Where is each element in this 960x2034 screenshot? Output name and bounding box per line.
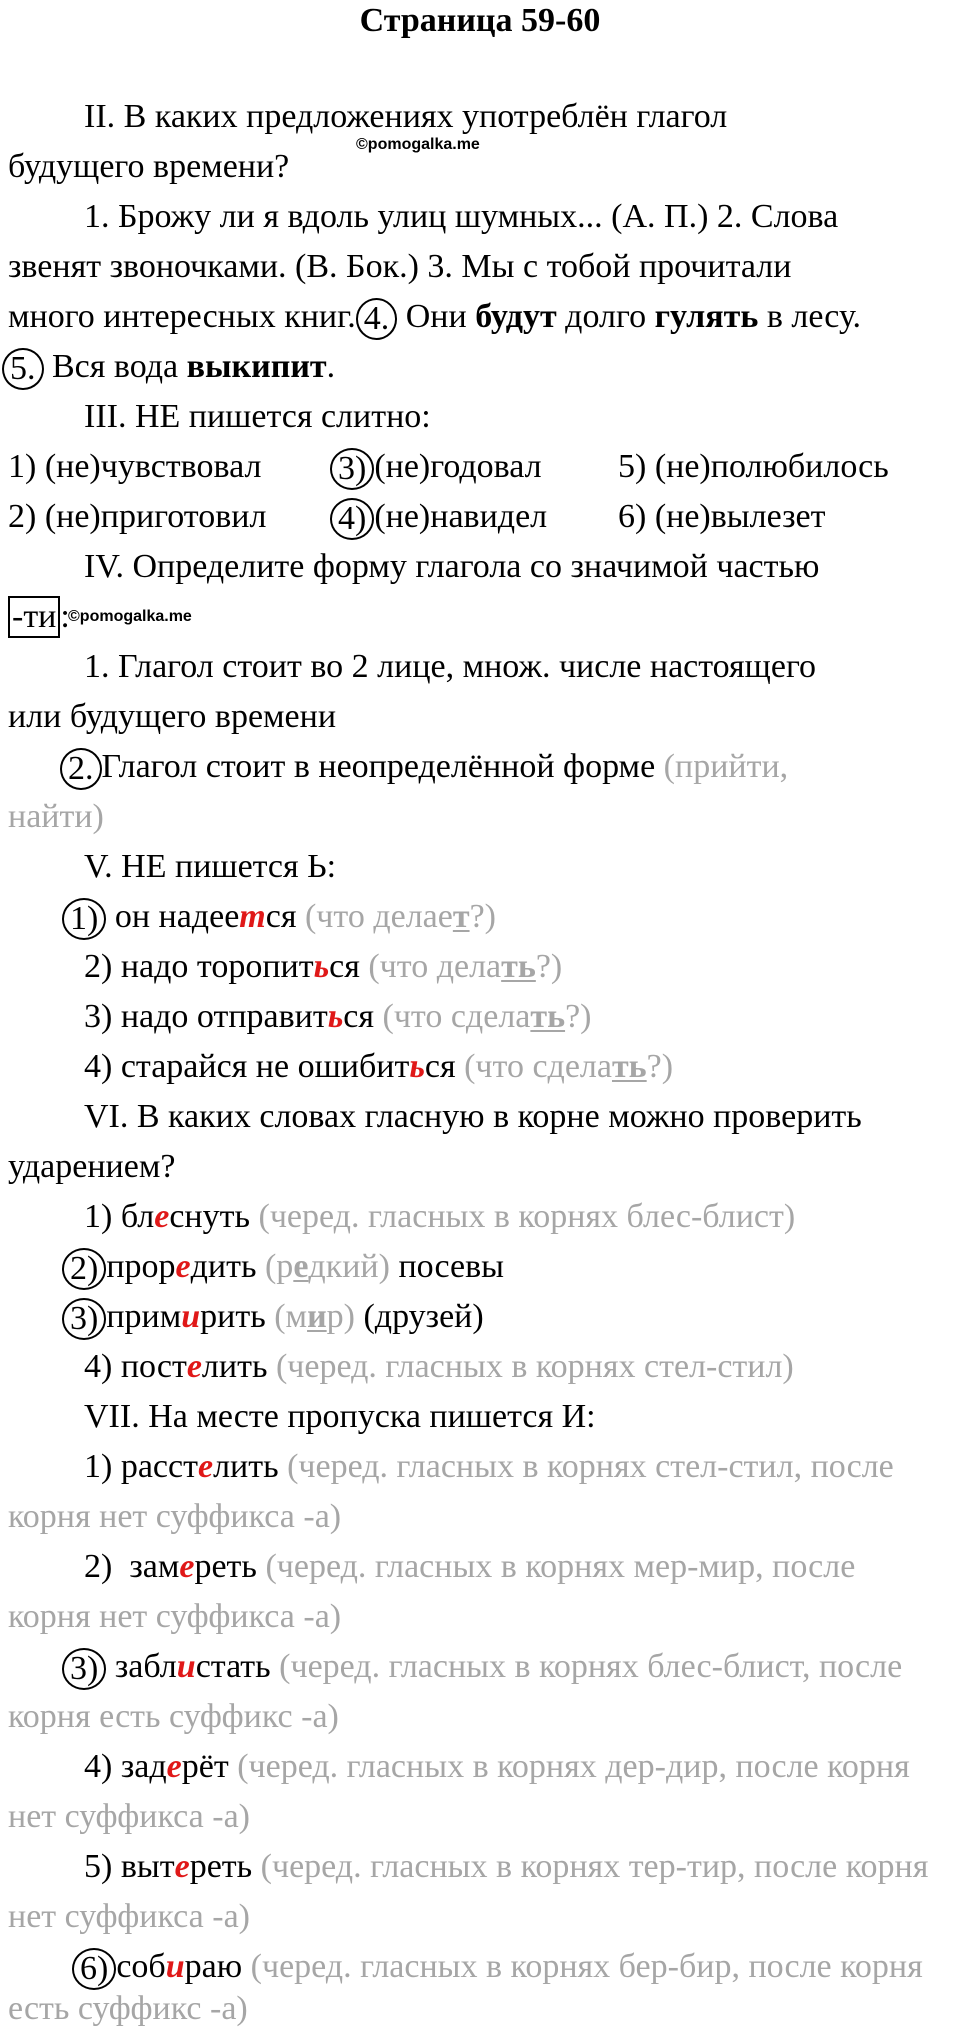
word-tail: посевы — [398, 1248, 504, 1285]
item-number: 5) — [84, 1848, 113, 1885]
section-2-question-line-2: будущего времени? — [8, 148, 290, 185]
highlight-letter: е — [166, 1748, 182, 1785]
word-part: бл — [120, 1198, 155, 1235]
hint: (черед. гласных в корнях бер-бир, после корня — [250, 1948, 923, 1985]
section-2-text-line-1: 1. Брожу ли я вдоль улиц шумных... (А. П.) 2. Слова — [84, 198, 839, 235]
word-part: ся — [343, 998, 374, 1035]
section-4-answer-2-line-1 — [0, 742, 960, 792]
section-6-question-line-1: VI. В каких словах гласную в корне можно проверить — [84, 1098, 862, 1135]
section-7-item-4-hint-2: нет суффикса -а) — [8, 1798, 251, 1835]
highlight-letter: и — [176, 1648, 196, 1685]
word-part: прим — [106, 1298, 182, 1335]
verb-budut: будут — [475, 298, 557, 335]
hint: (что делает?) — [304, 898, 496, 935]
hint: (что сделать?) — [382, 998, 592, 1035]
highlight-letter: е — [154, 1198, 170, 1235]
word-part: надо торопит — [120, 948, 314, 985]
watermark: ©pomogalka.me — [356, 136, 480, 153]
item-number: 2) — [84, 1548, 113, 1585]
highlight-letter: е — [197, 1448, 214, 1485]
highlight-letter: е — [174, 1848, 190, 1885]
word-part: ся — [424, 1048, 456, 1085]
section-5-item-4 — [0, 1042, 960, 1092]
section-7-item-3-hint-2: корня есть суффикс -а) — [8, 1698, 339, 1735]
word-part: реть — [189, 1848, 253, 1885]
option-3 — [330, 442, 542, 492]
answer-circle-4b: 4) — [330, 498, 374, 540]
word-part: лить — [201, 1348, 268, 1385]
word-part: прор — [106, 1248, 176, 1285]
item-number: 3) — [84, 998, 113, 1035]
highlight-letter: е — [179, 1548, 195, 1585]
section-7-item-3 — [0, 1642, 960, 1692]
section-2-text-line-3 — [0, 292, 960, 342]
word-part: снуть — [169, 1198, 250, 1235]
sentence-3-end: много интересных книг. — [8, 298, 356, 335]
answer-circle-2b: 2) — [62, 1248, 106, 1290]
highlight-letter: е — [175, 1248, 191, 1285]
word-part: ся — [329, 948, 360, 985]
highlight-letter: и — [165, 1948, 185, 1985]
section-6-item-3 — [0, 1292, 960, 1342]
section-6-item-4 — [0, 1342, 960, 1392]
word-part: забл — [114, 1648, 177, 1685]
item-number: 4) — [84, 1748, 113, 1785]
answer-circle-5: 5. — [2, 348, 44, 390]
section-5-item-1 — [0, 892, 960, 942]
word-part: реть — [194, 1548, 257, 1585]
answer-circle-3c: 3) — [62, 1648, 106, 1690]
highlight-letter: е — [186, 1348, 202, 1385]
answer-circle-2: 2. — [60, 748, 102, 790]
hint: (мир) — [274, 1298, 355, 1335]
section-7-item-1 — [0, 1442, 960, 1492]
highlight-letter: и — [181, 1298, 201, 1335]
colon: : — [60, 598, 70, 635]
hint: (черед. гласных в корнях мер-мир, после — [265, 1548, 856, 1585]
section-7-item-4 — [0, 1742, 960, 1792]
section-7-item-5 — [0, 1842, 960, 1892]
option-6: 6) (не)вылезет — [618, 498, 826, 535]
option-2: 2) (не)приготовил — [8, 498, 267, 535]
option-4 — [330, 492, 547, 542]
section-4-answer-2-line-2: найти) — [8, 798, 104, 835]
item-number: 1) — [84, 1198, 113, 1235]
item-number: 4) — [84, 1348, 113, 1385]
section-3-question: III. НЕ пишется слитно: — [84, 398, 431, 435]
sentence-4-end: в лесу. — [766, 298, 862, 335]
word-part: зад — [120, 1748, 167, 1785]
section-4-answer-1-line-1: 1. Глагол стоит во 2 лице, множ. числе настоящего — [84, 648, 817, 685]
section-7-item-2 — [0, 1542, 960, 1592]
word-tail: (друзей) — [363, 1298, 484, 1335]
option-4-word: (не)навидел — [374, 498, 548, 535]
answer-2-text: Глагол стоит в неопределённой форме — [101, 748, 656, 785]
hint: (черед. гласных в корнях стел-стил, после — [287, 1448, 894, 1485]
sentence-4-start: Они — [405, 298, 467, 335]
section-4-question-line-1: IV. Определите форму глагола со значимой частью — [84, 548, 820, 585]
word-part: ся — [265, 898, 297, 935]
watermark-2: ©pomogalka.me — [68, 608, 192, 625]
hint: (черед. гласных в корнях дер-дир, после корня — [237, 1748, 910, 1785]
hint: (что делать?) — [368, 948, 563, 985]
word-part: соб — [116, 1948, 166, 1985]
section-7-item-1-hint-2: корня нет суффикса -а) — [8, 1498, 342, 1535]
section-7-item-6-hint-2: есть суффикс -а) — [8, 1990, 248, 2027]
page-title: Страница 59-60 — [359, 2, 601, 39]
answer-2-hint: (прийти, — [663, 748, 789, 785]
word-part: лить — [213, 1448, 279, 1485]
section-2-text-line-2: звенят звоночками. (В. Бок.) 3. Мы с тобой прочитали — [8, 248, 792, 285]
option-1: 1) (не)чувствовал — [8, 448, 262, 485]
section-4-answer-1-line-2: или будущего времени — [8, 698, 337, 735]
section-7-item-5-hint-2: нет суффикса -а) — [8, 1898, 251, 1935]
word-part: расст — [120, 1448, 198, 1485]
section-2-text-line-4 — [0, 342, 960, 392]
ti-box: -ти — [8, 596, 60, 638]
item-number: 2) — [84, 948, 113, 985]
sentence-5-period: . — [326, 348, 336, 385]
word-part: он надее — [114, 898, 240, 935]
answer-circle-3: 3) — [330, 448, 374, 490]
answer-circle-1: 1) — [62, 898, 106, 940]
word-part: рёт — [181, 1748, 229, 1785]
section-5-item-3 — [0, 992, 960, 1042]
section-5-item-2 — [0, 942, 960, 992]
word-part: стать — [195, 1648, 271, 1685]
verb-vykipit: выкипит — [186, 348, 327, 385]
word-part: пост — [120, 1348, 187, 1385]
section-7-item-2-hint-2: корня нет суффикса -а) — [8, 1598, 342, 1635]
item-number: 4) — [84, 1048, 113, 1085]
hint: (редкий) — [264, 1248, 390, 1285]
verb-gulyat: гулять — [654, 298, 759, 335]
highlight-letter: ь — [327, 998, 344, 1035]
section-5-question: V. НЕ пишется Ь: — [84, 848, 337, 885]
answer-circle-4: 4. — [356, 298, 398, 340]
word-part: зам — [129, 1548, 180, 1585]
section-6-question-line-2: ударением? — [8, 1148, 176, 1185]
section-6-item-2 — [0, 1242, 960, 1292]
hint: (что сделать?) — [464, 1048, 674, 1085]
hint: (черед. гласных в корнях блес-блист, после — [279, 1648, 903, 1685]
word-part: старайся не ошибит — [120, 1048, 410, 1085]
section-2-question-line-1: II. В каких предложениях употреблён глагол — [84, 98, 728, 135]
sentence-5-start: Вся вода — [52, 348, 179, 385]
highlight-letter: т — [239, 898, 266, 935]
hint: (черед. гласных в корнях стел-стил) — [275, 1348, 794, 1385]
section-6-item-1 — [0, 1192, 960, 1242]
section-7-question: VII. На месте пропуска пишется И: — [84, 1398, 596, 1435]
answer-circle-3b: 3) — [62, 1298, 106, 1340]
hint: (черед. гласных в корнях тер-тир, после корня — [260, 1848, 929, 1885]
highlight-letter: ь — [313, 948, 330, 985]
word-part: рить — [200, 1298, 266, 1335]
word-part: дить — [190, 1248, 257, 1285]
word-part: раю — [184, 1948, 243, 1985]
item-number: 1) — [84, 1448, 113, 1485]
answer-circle-6: 6) — [72, 1948, 116, 1990]
word-part: надо отправит — [120, 998, 328, 1035]
word-part: выт — [120, 1848, 175, 1885]
word-dolgo: долго — [565, 298, 647, 335]
highlight-letter: ь — [409, 1048, 425, 1085]
option-3-word: (не)годовал — [374, 448, 542, 485]
option-5: 5) (не)полюбилось — [618, 448, 889, 485]
hint: (черед. гласных в корнях блес-блист) — [258, 1198, 796, 1235]
